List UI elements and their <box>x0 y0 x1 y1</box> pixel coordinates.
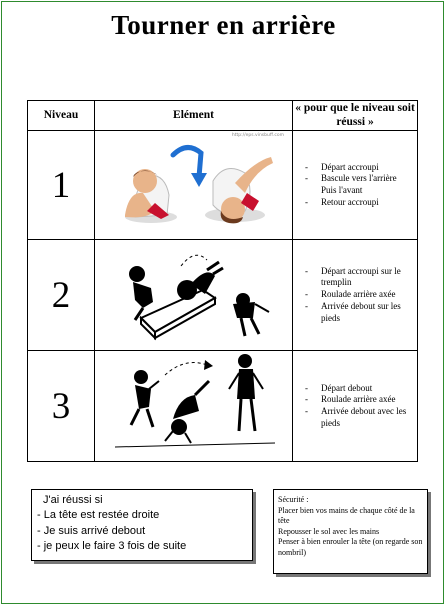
safety-heading: Sécurité : <box>278 495 309 504</box>
header-level: Niveau <box>28 101 95 131</box>
list-item: - Arrivée debout avec les pieds <box>305 406 411 429</box>
table-row <box>28 351 418 462</box>
criteria-list <box>305 383 411 430</box>
table-row <box>28 131 418 240</box>
header-element: Elément <box>95 101 293 131</box>
list-item: Repousser le sol avec les mains <box>278 526 380 536</box>
levels-table <box>27 100 418 462</box>
list-item: Penser à bien enrouler la tête (on regarde son nombril) <box>278 537 423 557</box>
list-item: - je peux le faire 3 fois de suite <box>37 540 187 553</box>
level-number: 2 <box>28 240 95 351</box>
page-title: Tourner en arrière <box>111 10 336 40</box>
list-item: - Arrivée debout sur les pieds <box>305 301 411 324</box>
list-item: Placer bien vos mains de chaque côté de la tête <box>278 505 415 526</box>
success-heading: J'ai réussi si <box>43 494 103 506</box>
list-item: - Départ debout <box>305 383 411 395</box>
table-header-row <box>28 101 418 131</box>
safety-box <box>273 489 428 574</box>
level-number: 1 <box>28 131 95 240</box>
watermark-text: http://eps.vinsbuff.com <box>231 133 284 138</box>
header-criteria: « pour que le niveau soit réussi » <box>293 101 418 131</box>
standing-roll-illustration <box>95 351 292 461</box>
list-item: - Départ accroupi sur le tremplin <box>305 266 411 289</box>
list-item: - Départ accroupi <box>305 162 411 174</box>
list-item: - Retour accroupi <box>305 197 411 209</box>
criteria-list <box>305 266 411 324</box>
criteria-list <box>305 162 411 209</box>
list-item: - La tête est restée droite <box>37 509 160 522</box>
list-item: - Bascule vers l'arrière Puis l'avant <box>305 173 411 196</box>
criteria-cell <box>293 240 418 351</box>
rocking-back-illustration <box>95 131 292 239</box>
element-illustration-cell <box>95 351 293 462</box>
list-item: - Je suis arrivé debout <box>37 524 146 537</box>
table-row <box>28 240 418 351</box>
list-item: - Roulade arrière axée <box>305 289 411 301</box>
ramp-roll-illustration <box>95 240 292 350</box>
element-illustration-cell <box>95 240 293 351</box>
level-number: 3 <box>28 351 95 462</box>
list-item: - Roulade arrière axée <box>305 394 411 406</box>
criteria-cell <box>293 131 418 240</box>
success-box <box>31 489 253 561</box>
criteria-cell <box>293 351 418 462</box>
element-illustration-cell <box>95 131 293 240</box>
